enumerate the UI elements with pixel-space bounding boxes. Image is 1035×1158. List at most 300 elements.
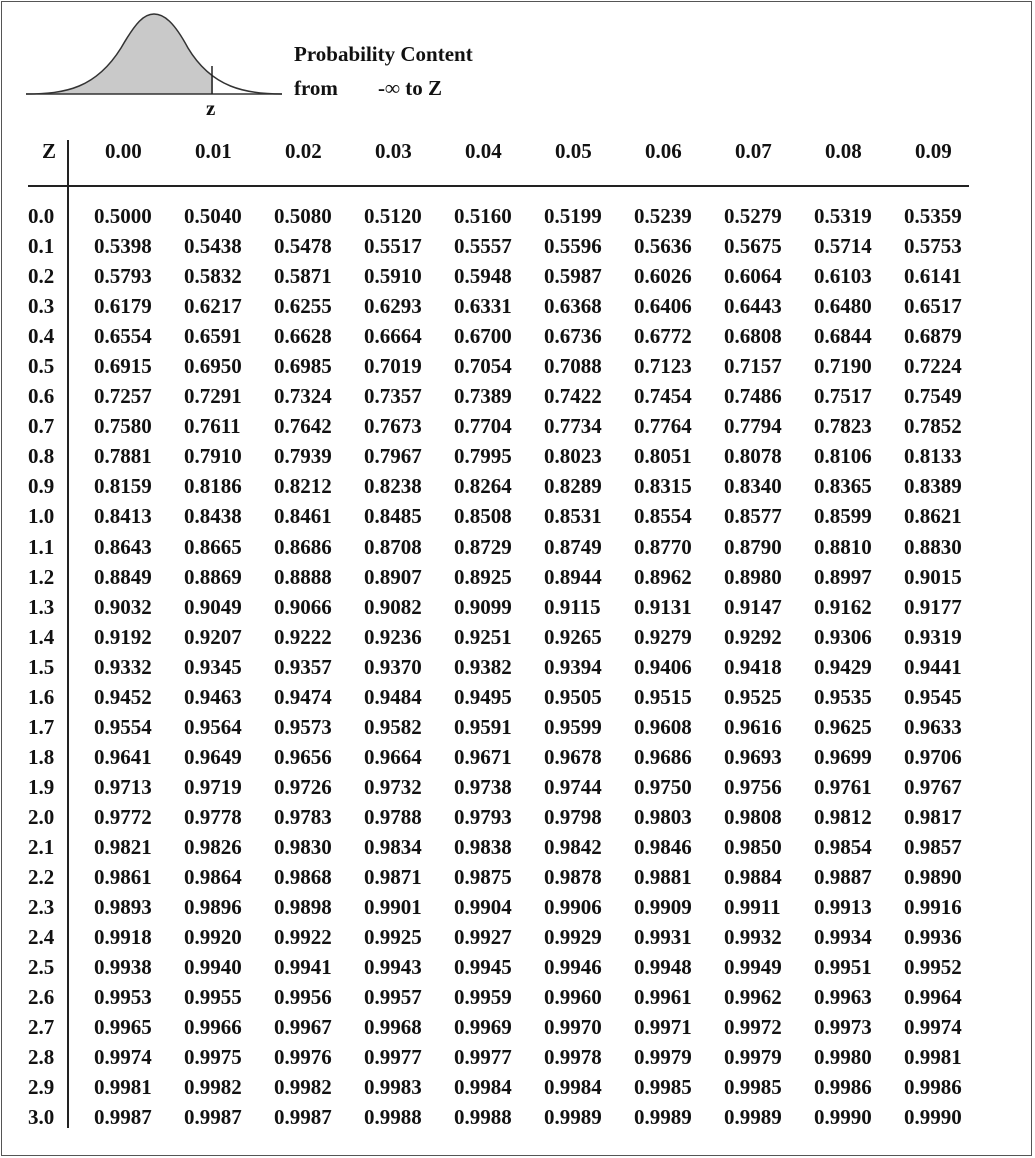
table-cell: 0.9920	[184, 925, 242, 950]
table-cell: 0.9984	[454, 1075, 512, 1100]
row-z-value: 1.4	[28, 624, 55, 649]
table-cell: 0.9960	[544, 985, 602, 1010]
table-row	[28, 1102, 994, 1132]
table-cell: 0.5675	[724, 234, 782, 259]
title-range: -∞ to Z	[378, 76, 442, 100]
table-row	[28, 321, 994, 351]
column-header: 0.06	[645, 139, 682, 163]
table-cell: 0.5359	[904, 204, 962, 229]
table-cell: 0.7549	[904, 384, 962, 409]
table-cell: 0.7157	[724, 354, 782, 379]
table-cell: 0.8643	[94, 534, 152, 559]
table-cell: 0.9949	[724, 955, 782, 980]
table-cell: 0.8599	[814, 504, 872, 529]
table-cell: 0.9901	[364, 895, 422, 920]
table-cell: 0.9357	[274, 654, 332, 679]
table-cell: 0.5478	[274, 234, 332, 259]
column-header: 0.02	[285, 139, 322, 163]
table-cell: 0.9082	[364, 594, 422, 619]
table-cell: 0.5239	[634, 204, 692, 229]
table-cell: 0.9946	[544, 955, 602, 980]
table-cell: 0.9678	[544, 744, 602, 769]
table-cell: 0.9671	[454, 744, 512, 769]
table-cell: 0.8186	[184, 474, 242, 499]
table-cell: 0.6700	[454, 324, 512, 349]
table-cell: 0.8531	[544, 504, 602, 529]
table-cell: 0.7764	[634, 414, 692, 439]
table-row	[28, 652, 994, 682]
table-cell: 0.9952	[904, 955, 962, 980]
table-cell: 0.6480	[814, 294, 872, 319]
table-cell: 0.7823	[814, 414, 872, 439]
table-cell: 0.9582	[364, 714, 422, 739]
column-header: 0.00	[105, 139, 142, 163]
table-cell: 0.9989	[634, 1105, 692, 1130]
table-cell: 0.5319	[814, 204, 872, 229]
table-cell: 0.9495	[454, 684, 512, 709]
row-z-value: 1.3	[28, 594, 55, 619]
table-cell: 0.9913	[814, 895, 872, 920]
table-cell: 0.9441	[904, 654, 962, 679]
table-cell: 0.9969	[454, 1015, 512, 1040]
row-z-value: 0.2	[28, 264, 55, 289]
table-cell: 0.8078	[724, 444, 782, 469]
table-cell: 0.9878	[544, 865, 602, 890]
table-cell: 0.9966	[184, 1015, 242, 1040]
table-cell: 0.8770	[634, 534, 692, 559]
table-cell: 0.9838	[454, 835, 512, 859]
table-cell: 0.9956	[274, 985, 332, 1010]
row-z-value: 0.1	[28, 234, 55, 259]
table-cell: 0.9951	[814, 955, 872, 980]
column-header: 0.05	[555, 139, 592, 163]
table-cell: 0.9948	[634, 955, 692, 980]
table-cell: 0.6103	[814, 264, 872, 289]
table-cell: 0.9505	[544, 684, 602, 709]
table-cell: 0.7224	[904, 354, 962, 379]
table-row	[28, 441, 994, 471]
table-cell: 0.9192	[94, 624, 152, 649]
table-cell: 0.9732	[364, 774, 422, 799]
table-cell: 0.9693	[724, 744, 782, 769]
table-cell: 0.7910	[184, 444, 242, 469]
table-cell: 0.9236	[364, 624, 422, 649]
table-cell: 0.9922	[274, 925, 332, 950]
table-cell: 0.9854	[814, 835, 872, 859]
table-cell: 0.6950	[184, 354, 242, 379]
table-cell: 0.5910	[364, 264, 422, 289]
table-cell: 0.9887	[814, 865, 872, 890]
table-cell: 0.9979	[634, 1045, 692, 1070]
table-cell: 0.9982	[274, 1075, 332, 1100]
table-cell: 0.9980	[814, 1045, 872, 1070]
table-cell: 0.7580	[94, 414, 152, 439]
table-cell: 0.9945	[454, 955, 512, 980]
table-cell: 0.6217	[184, 294, 242, 319]
table-cell: 0.9778	[184, 804, 242, 829]
table-cell: 0.7389	[454, 384, 512, 409]
row-z-value: 0.7	[28, 414, 55, 439]
table-cell: 0.9406	[634, 654, 692, 679]
table-cell: 0.9744	[544, 774, 602, 799]
row-z-value: 2.4	[28, 925, 55, 950]
table-cell: 0.6554	[94, 324, 152, 349]
table-cell: 0.7704	[454, 414, 512, 439]
table-cell: 0.9049	[184, 594, 242, 619]
table-cell: 0.9968	[364, 1015, 422, 1040]
table-cell: 0.9649	[184, 744, 242, 769]
table-row	[28, 562, 994, 592]
table-cell: 0.9842	[544, 835, 602, 859]
table-title	[294, 37, 473, 105]
table-cell: 0.9625	[814, 714, 872, 739]
table-cell: 0.9984	[544, 1075, 602, 1100]
table-row	[28, 291, 994, 321]
table-cell: 0.7967	[364, 444, 422, 469]
table-cell: 0.9821	[94, 835, 152, 859]
table-cell: 0.8907	[364, 564, 422, 589]
table-cell: 0.9826	[184, 835, 242, 859]
table-row	[28, 501, 994, 531]
probability-table	[28, 201, 994, 1132]
table-cell: 0.5398	[94, 234, 152, 259]
table-cell: 0.9345	[184, 654, 242, 679]
table-cell: 0.9656	[274, 744, 332, 769]
table-cell: 0.9927	[454, 925, 512, 950]
table-cell: 0.9961	[634, 985, 692, 1010]
table-cell: 0.5080	[274, 204, 332, 229]
table-cell: 0.9978	[544, 1045, 602, 1070]
table-cell: 0.5793	[94, 264, 152, 289]
title-line-2	[294, 71, 473, 105]
table-row	[28, 231, 994, 261]
table-cell: 0.5279	[724, 204, 782, 229]
table-cell: 0.7054	[454, 354, 512, 379]
table-cell: 0.9938	[94, 955, 152, 980]
table-cell: 0.9756	[724, 774, 782, 799]
table-cell: 0.9452	[94, 684, 152, 709]
table-cell: 0.9959	[454, 985, 512, 1010]
table-cell: 0.8051	[634, 444, 692, 469]
table-row	[28, 622, 994, 652]
table-cell: 0.6141	[904, 264, 962, 289]
table-cell: 0.8708	[364, 534, 422, 559]
row-z-value: 1.0	[28, 504, 55, 529]
table-row	[28, 772, 994, 802]
table-cell: 0.7673	[364, 414, 422, 439]
table-cell: 0.9115	[544, 594, 601, 619]
table-row	[28, 742, 994, 772]
table-cell: 0.9265	[544, 624, 602, 649]
table-cell: 0.6293	[364, 294, 422, 319]
table-cell: 0.7852	[904, 414, 962, 439]
table-cell: 0.9973	[814, 1015, 872, 1040]
table-cell: 0.8790	[724, 534, 782, 559]
table-cell: 0.9608	[634, 714, 692, 739]
table-cell: 0.9982	[184, 1075, 242, 1100]
table-cell: 0.9591	[454, 714, 512, 739]
table-cell: 0.8289	[544, 474, 602, 499]
table-cell: 0.9881	[634, 865, 692, 890]
table-cell: 0.9664	[364, 744, 422, 769]
table-cell: 0.9975	[184, 1045, 242, 1070]
table-cell: 0.9817	[904, 804, 962, 829]
table-cell: 0.9162	[814, 594, 872, 619]
table-cell: 0.9965	[94, 1015, 152, 1040]
table-cell: 0.9974	[904, 1015, 962, 1040]
title-from: from	[294, 76, 338, 100]
table-cell: 0.8485	[364, 504, 422, 529]
table-cell: 0.6844	[814, 324, 872, 349]
table-cell: 0.9834	[364, 835, 422, 859]
table-cell: 0.5871	[274, 264, 332, 289]
row-z-value: 2.7	[28, 1015, 55, 1040]
table-cell: 0.8365	[814, 474, 872, 499]
table-cell: 0.9332	[94, 654, 152, 679]
table-row	[28, 862, 994, 892]
table-row	[28, 1042, 994, 1072]
row-z-value: 2.0	[28, 804, 55, 829]
table-cell: 0.8212	[274, 474, 332, 499]
table-cell: 0.9985	[634, 1075, 692, 1100]
table-cell: 0.6808	[724, 324, 782, 349]
table-cell: 0.5000	[94, 204, 152, 229]
table-cell: 0.8389	[904, 474, 962, 499]
table-cell: 0.9463	[184, 684, 242, 709]
table-cell: 0.7939	[274, 444, 332, 469]
table-row	[28, 1012, 994, 1042]
table-cell: 0.6664	[364, 324, 422, 349]
title-line-1: Probability Content	[294, 42, 473, 66]
table-cell: 0.9941	[274, 955, 332, 980]
table-cell: 0.6368	[544, 294, 602, 319]
column-header: 0.08	[825, 139, 862, 163]
table-cell: 0.9988	[454, 1105, 512, 1130]
table-cell: 0.8315	[634, 474, 692, 499]
table-cell: 0.9812	[814, 804, 872, 829]
table-cell: 0.9564	[184, 714, 242, 739]
table-row	[28, 532, 994, 562]
table-cell: 0.9803	[634, 804, 692, 829]
row-z-value: 0.0	[28, 204, 55, 229]
row-z-value: 0.9	[28, 474, 55, 499]
row-z-value: 2.6	[28, 985, 55, 1010]
table-cell: 0.9147	[724, 594, 782, 619]
table-cell: 0.9772	[94, 804, 152, 829]
table-cell: 0.6915	[94, 354, 152, 379]
table-cell: 0.9987	[94, 1105, 152, 1130]
table-cell: 0.9963	[814, 985, 872, 1010]
table-row	[28, 261, 994, 291]
table-cell: 0.9525	[724, 684, 782, 709]
table-cell: 0.6628	[274, 324, 332, 349]
table-cell: 0.9573	[274, 714, 332, 739]
z-column-header: Z	[42, 139, 57, 163]
table-cell: 0.8413	[94, 504, 152, 529]
table-cell: 0.9015	[904, 564, 962, 589]
table-cell: 0.9986	[904, 1075, 962, 1100]
table-cell: 0.6772	[634, 324, 692, 349]
table-cell: 0.9251	[454, 624, 512, 649]
table-cell: 0.7794	[724, 414, 782, 439]
table-cell: 0.9970	[544, 1015, 602, 1040]
table-row	[28, 922, 994, 952]
table-row	[28, 592, 994, 622]
table-cell: 0.7611	[184, 414, 241, 439]
row-z-value: 2.8	[28, 1045, 55, 1070]
table-cell: 0.9798	[544, 804, 602, 829]
table-row	[28, 982, 994, 1012]
table-cell: 0.5040	[184, 204, 242, 229]
table-cell: 0.9871	[364, 865, 422, 890]
table-cell: 0.9641	[94, 744, 152, 769]
table-cell: 0.8749	[544, 534, 602, 559]
table-cell: 0.5987	[544, 264, 602, 289]
row-z-value: 0.4	[28, 324, 55, 349]
table-cell: 0.8944	[544, 564, 602, 589]
table-cell: 0.9974	[94, 1045, 152, 1070]
table-cell: 0.7642	[274, 414, 332, 439]
table-cell: 0.8869	[184, 564, 242, 589]
table-cell: 0.9726	[274, 774, 332, 799]
table-cell: 0.7019	[364, 354, 422, 379]
table-row	[28, 802, 994, 832]
column-header: 0.04	[465, 139, 502, 163]
row-z-value: 1.1	[28, 534, 55, 559]
table-cell: 0.6026	[634, 264, 692, 289]
table-cell: 0.9418	[724, 654, 782, 679]
table-cell: 0.9936	[904, 925, 962, 950]
table-cell: 0.7291	[184, 384, 242, 409]
bell-curve-icon	[26, 8, 288, 100]
table-cell: 0.9929	[544, 925, 602, 950]
table-cell: 0.8133	[904, 444, 962, 469]
table-cell: 0.9987	[274, 1105, 332, 1130]
table-cell: 0.9699	[814, 744, 872, 769]
table-cell: 0.9990	[814, 1105, 872, 1130]
table-cell: 0.9898	[274, 895, 332, 920]
table-cell: 0.9484	[364, 684, 422, 709]
table-cell: 0.7190	[814, 354, 872, 379]
table-cell: 0.7517	[814, 384, 872, 409]
table-cell: 0.7123	[634, 354, 692, 379]
table-row	[28, 411, 994, 441]
table-cell: 0.9292	[724, 624, 782, 649]
table-cell: 0.9955	[184, 985, 242, 1010]
row-z-value: 2.5	[28, 955, 55, 980]
column-header: 0.07	[735, 139, 772, 163]
table-cell: 0.9893	[94, 895, 152, 920]
table-cell: 0.9981	[94, 1075, 152, 1100]
table-cell: 0.9904	[454, 895, 512, 920]
table-cell: 0.9738	[454, 774, 512, 799]
table-cell: 0.5557	[454, 234, 512, 259]
table-cell: 0.9761	[814, 774, 872, 799]
table-cell: 0.6736	[544, 324, 602, 349]
column-header: 0.03	[375, 139, 412, 163]
row-z-value: 1.5	[28, 654, 55, 679]
table-cell: 0.9830	[274, 835, 332, 859]
table-cell: 0.9783	[274, 804, 332, 829]
table-cell: 0.8665	[184, 534, 242, 559]
table-cell: 0.8810	[814, 534, 872, 559]
table-cell: 0.9474	[274, 684, 332, 709]
table-cell: 0.7257	[94, 384, 152, 409]
table-cell: 0.9911	[724, 895, 781, 920]
table-cell: 0.9177	[904, 594, 962, 619]
table-cell: 0.9964	[904, 985, 962, 1010]
table-cell: 0.9429	[814, 654, 872, 679]
table-cell: 0.5160	[454, 204, 512, 229]
table-cell: 0.6443	[724, 294, 782, 319]
table-cell: 0.9981	[904, 1045, 962, 1070]
table-cell: 0.9554	[94, 714, 152, 739]
table-cell: 0.9976	[274, 1045, 332, 1070]
table-cell: 0.7995	[454, 444, 512, 469]
table-cell: 0.9925	[364, 925, 422, 950]
table-cell: 0.6406	[634, 294, 692, 319]
row-z-value: 1.6	[28, 684, 55, 709]
table-cell: 0.9906	[544, 895, 602, 920]
row-z-value: 0.5	[28, 354, 55, 379]
table-cell: 0.5636	[634, 234, 692, 259]
table-cell: 0.9890	[904, 865, 962, 890]
table-cell: 0.6517	[904, 294, 962, 319]
table-cell: 0.8729	[454, 534, 512, 559]
table-cell: 0.8997	[814, 564, 872, 589]
table-cell: 0.9706	[904, 744, 962, 769]
table-cell: 0.8508	[454, 504, 512, 529]
table-cell: 0.9808	[724, 804, 782, 829]
table-cell: 0.6255	[274, 294, 332, 319]
row-z-value: 2.9	[28, 1075, 55, 1100]
table-cell: 0.9066	[274, 594, 332, 619]
table-cell: 0.5948	[454, 264, 512, 289]
table-cell: 0.5714	[814, 234, 872, 259]
table-cell: 0.9767	[904, 774, 962, 799]
table-row	[28, 351, 994, 381]
row-z-value: 2.3	[28, 895, 55, 920]
table-cell: 0.9957	[364, 985, 422, 1010]
table-cell: 0.9099	[454, 594, 512, 619]
table-cell: 0.9983	[364, 1075, 422, 1100]
table-cell: 0.7734	[544, 414, 602, 439]
table-cell: 0.9972	[724, 1015, 782, 1040]
table-cell: 0.9979	[724, 1045, 782, 1070]
table-cell: 0.7454	[634, 384, 692, 409]
table-cell: 0.8849	[94, 564, 152, 589]
table-cell: 0.9515	[634, 684, 692, 709]
table-row	[28, 952, 994, 982]
table-cell: 0.8830	[904, 534, 962, 559]
table-cell: 0.9986	[814, 1075, 872, 1100]
table-cell: 0.7881	[94, 444, 152, 469]
table-cell: 0.8888	[274, 564, 332, 589]
table-cell: 0.9545	[904, 684, 962, 709]
table-cell: 0.9131	[634, 594, 692, 619]
table-cell: 0.8554	[634, 504, 692, 529]
table-row	[28, 381, 994, 411]
table-cell: 0.9370	[364, 654, 422, 679]
table-cell: 0.9967	[274, 1015, 332, 1040]
table-cell: 0.7324	[274, 384, 332, 409]
table-cell: 0.5120	[364, 204, 422, 229]
row-z-value: 1.8	[28, 744, 55, 769]
table-cell: 0.9909	[634, 895, 692, 920]
table-cell: 0.9207	[184, 624, 242, 649]
table-cell: 0.9990	[904, 1105, 962, 1130]
table-cell: 0.9719	[184, 774, 242, 799]
